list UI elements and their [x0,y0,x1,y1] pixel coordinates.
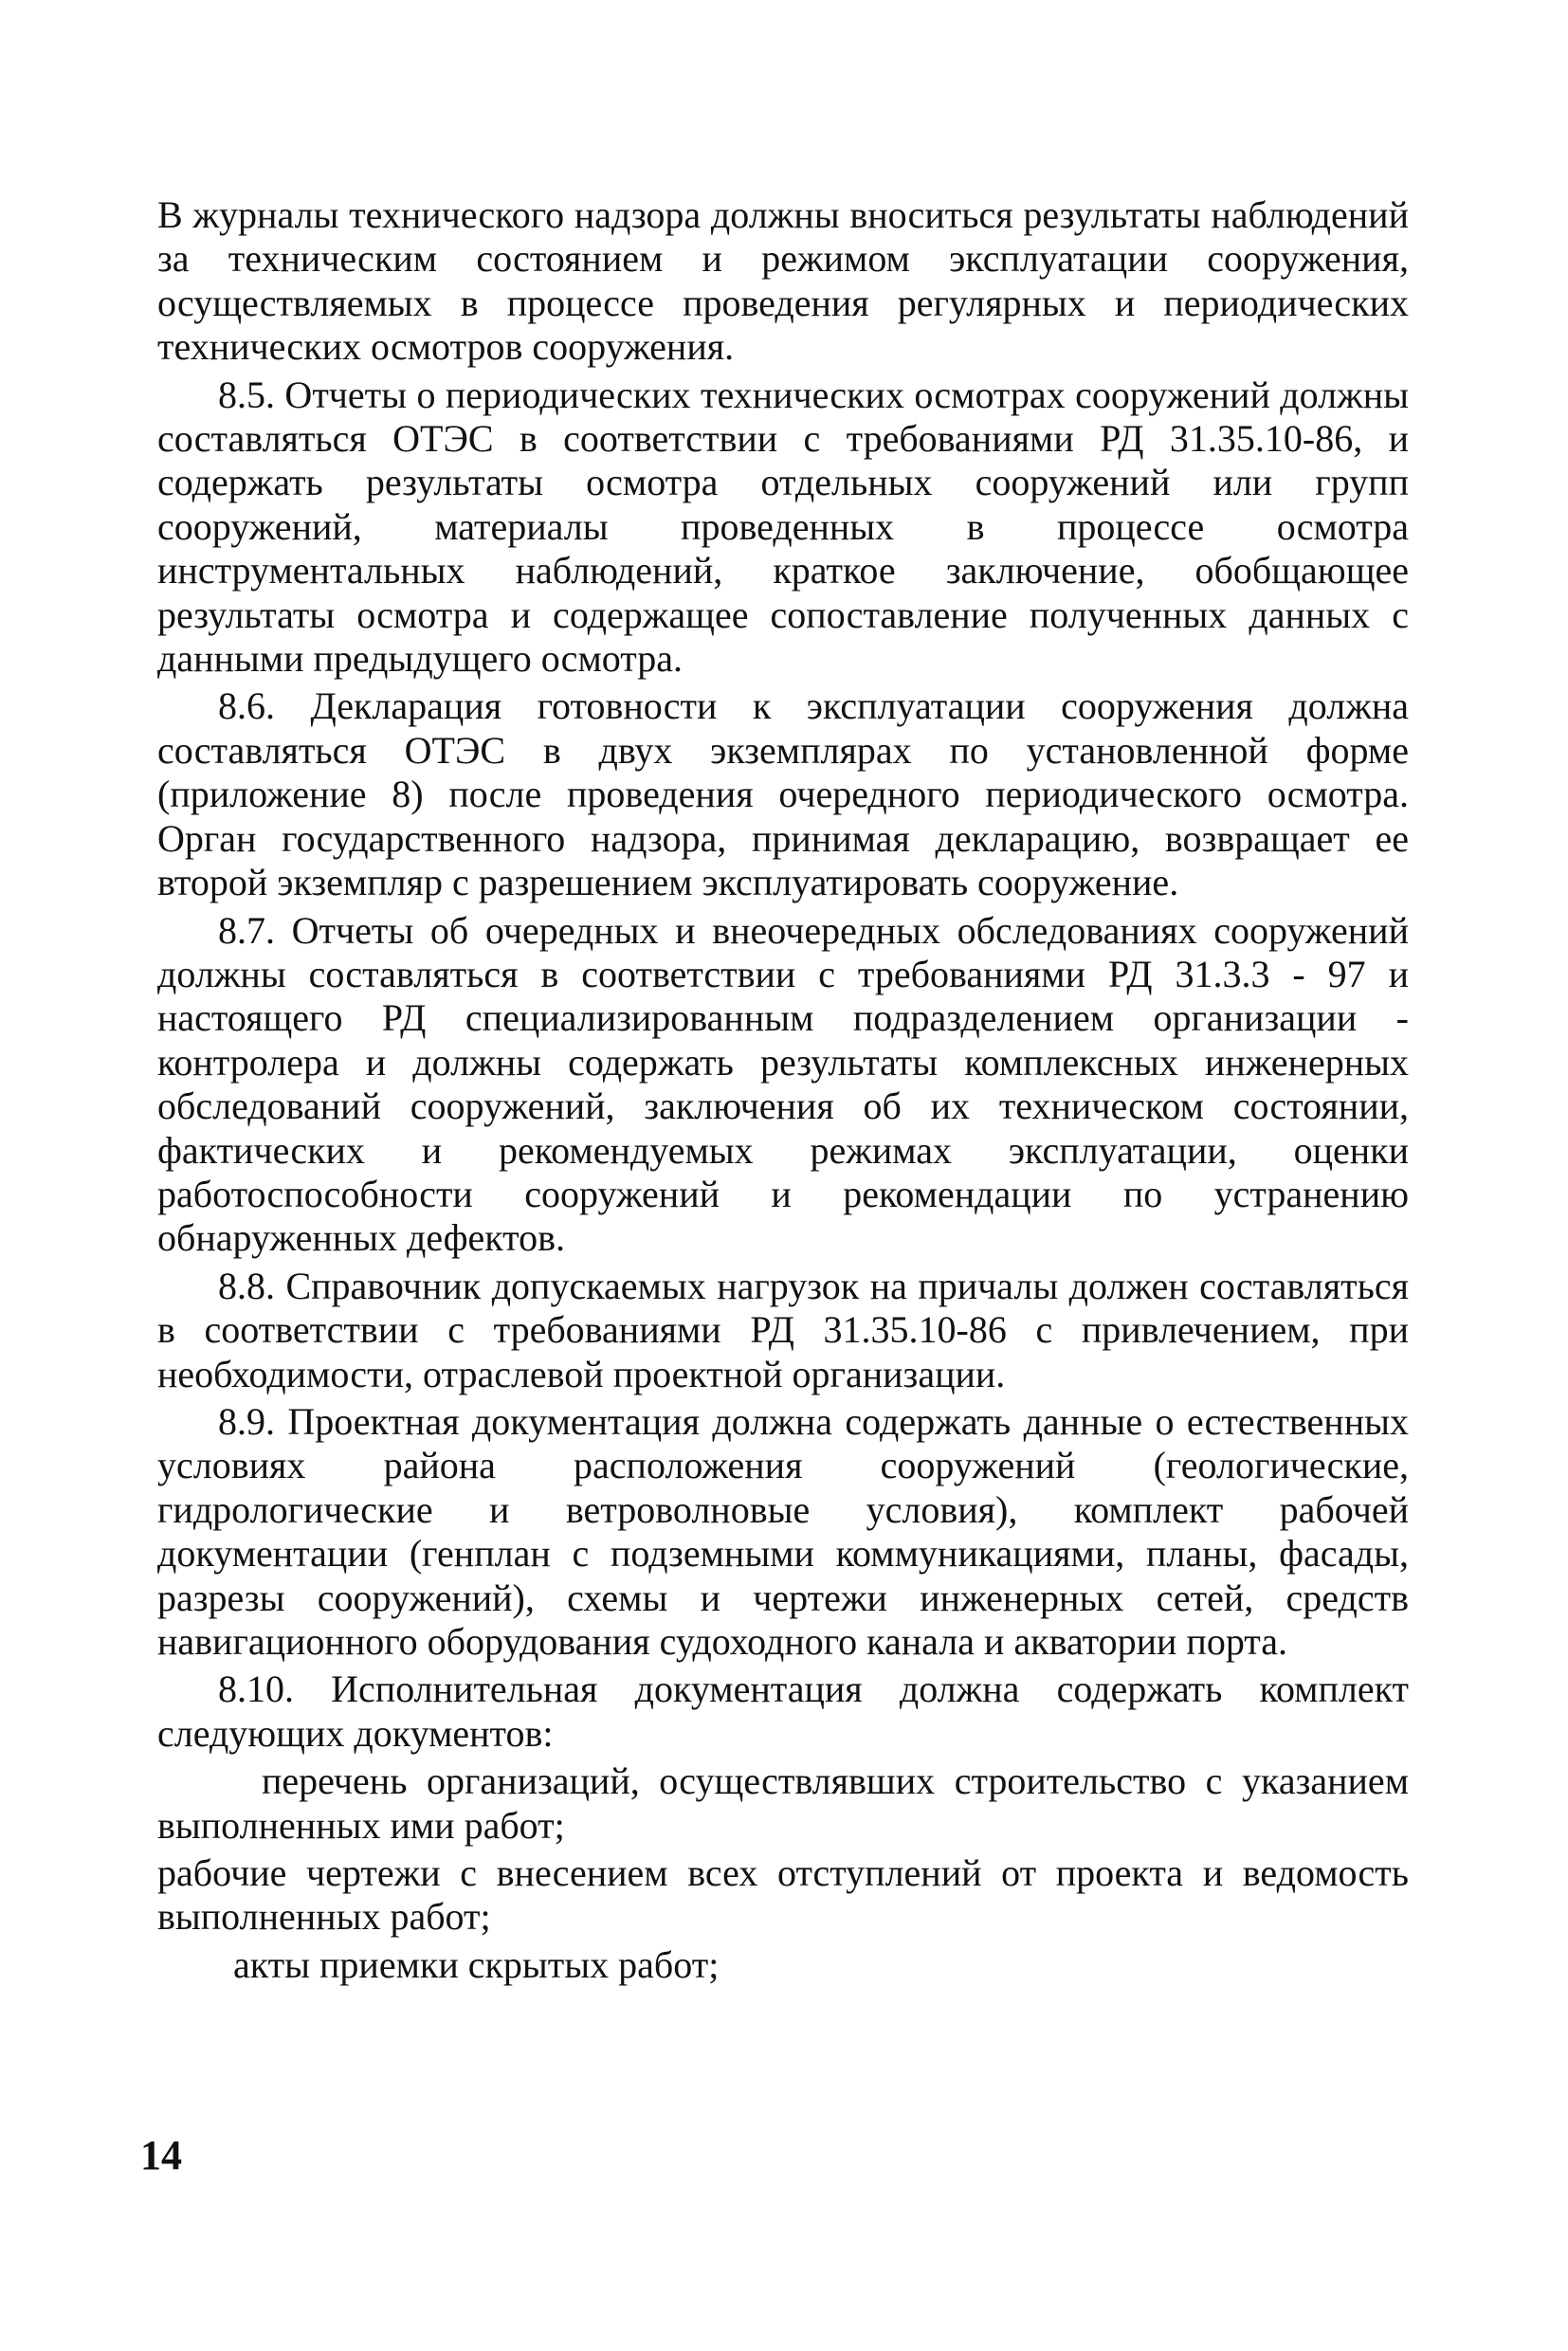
list-item-hidden-works-acts: акты приемки скрытых работ; [233,1942,720,1986]
paragraph-8-7-survey-reports: 8.7. Отчеты об очередных и внеочередных обследованиях сооружений должны составляться в соответствии с требованиями РД 31.3.3 - 97 и настоящего РД специализированным подразделением организации - контролера и должны содержать результаты комплексных инженерных обследований сооружений, заключения об их техническом состоянии, фактических и рекомендуемых режимах эксплуатации, оценки работоспособности сооружений и рекомендации по устранению обнаруженных дефектов. [157,908,1409,1260]
paragraph-8-8-load-reference: 8.8. Справочник допускаемых нагрузок на причалы должен составляться в соответствии с требованиями РД 31.35.10-86 с привлечением, при необходимости, отраслевой проектной организации. [157,1264,1409,1395]
paragraph-technical-supervision-journals: В журналы технического надзора должны вноситься результаты наблюдений за техническим состоянием и режимом эксплуатации сооружения, осуществляемых в процессе проведения регулярных и периодических технических осмотров сооружения. [157,193,1409,369]
paragraph-8-9-project-documentation: 8.9. Проектная документация должна содержать данные о естественных условиях района расположения сооружений (геологические, гидрологические и ветроволновые условия), комплект рабочей документации (генплан с подземными коммуникациями, планы, фасады, разрезы сооружений), схемы и чертежи инженерных сетей, средств навигационного оборудования судоходного канала и акватории порта. [157,1399,1409,1663]
document-body [157,193,1409,1987]
paragraph-8-5-inspection-reports: 8.5. Отчеты о периодических технических осмотрах сооружений должны составляться ОТЭС в соответствии с требованиями РД 31.35.10-86, и содержать результаты осмотра отдельных сооружений или групп сооружений, материалы проведенных в процессе осмотра инструментальных наблюдений, краткое заключение, обобщающее результаты осмотра и содержащее сопоставление полученных данных с данными предыдущего осмотра. [157,373,1409,681]
paragraph-8-10-executive-documentation: 8.10. Исполнительная документация должна содержать комплект следующих документов: [157,1668,1409,1755]
page-number: 14 [140,2132,182,2178]
list-item-working-drawings: рабочие чертежи с внесением всех отступлений от проекта и ведомость выполненных работ; [157,1851,1409,1939]
paragraph-8-6-readiness-declaration: 8.6. Декларация готовности к эксплуатации сооружения должна составляться ОТЭС в двух экземплярах по установленной форме (приложение 8) после проведения очередного периодического осмотра. Орган государственного надзора, принимая декларацию, возвращает ее второй экземпляр с разрешением эксплуатировать сооружение. [157,684,1409,904]
list-item-organizations: перечень организаций, осуществлявших строительство с указанием выполненных ими работ; [157,1759,1409,1847]
